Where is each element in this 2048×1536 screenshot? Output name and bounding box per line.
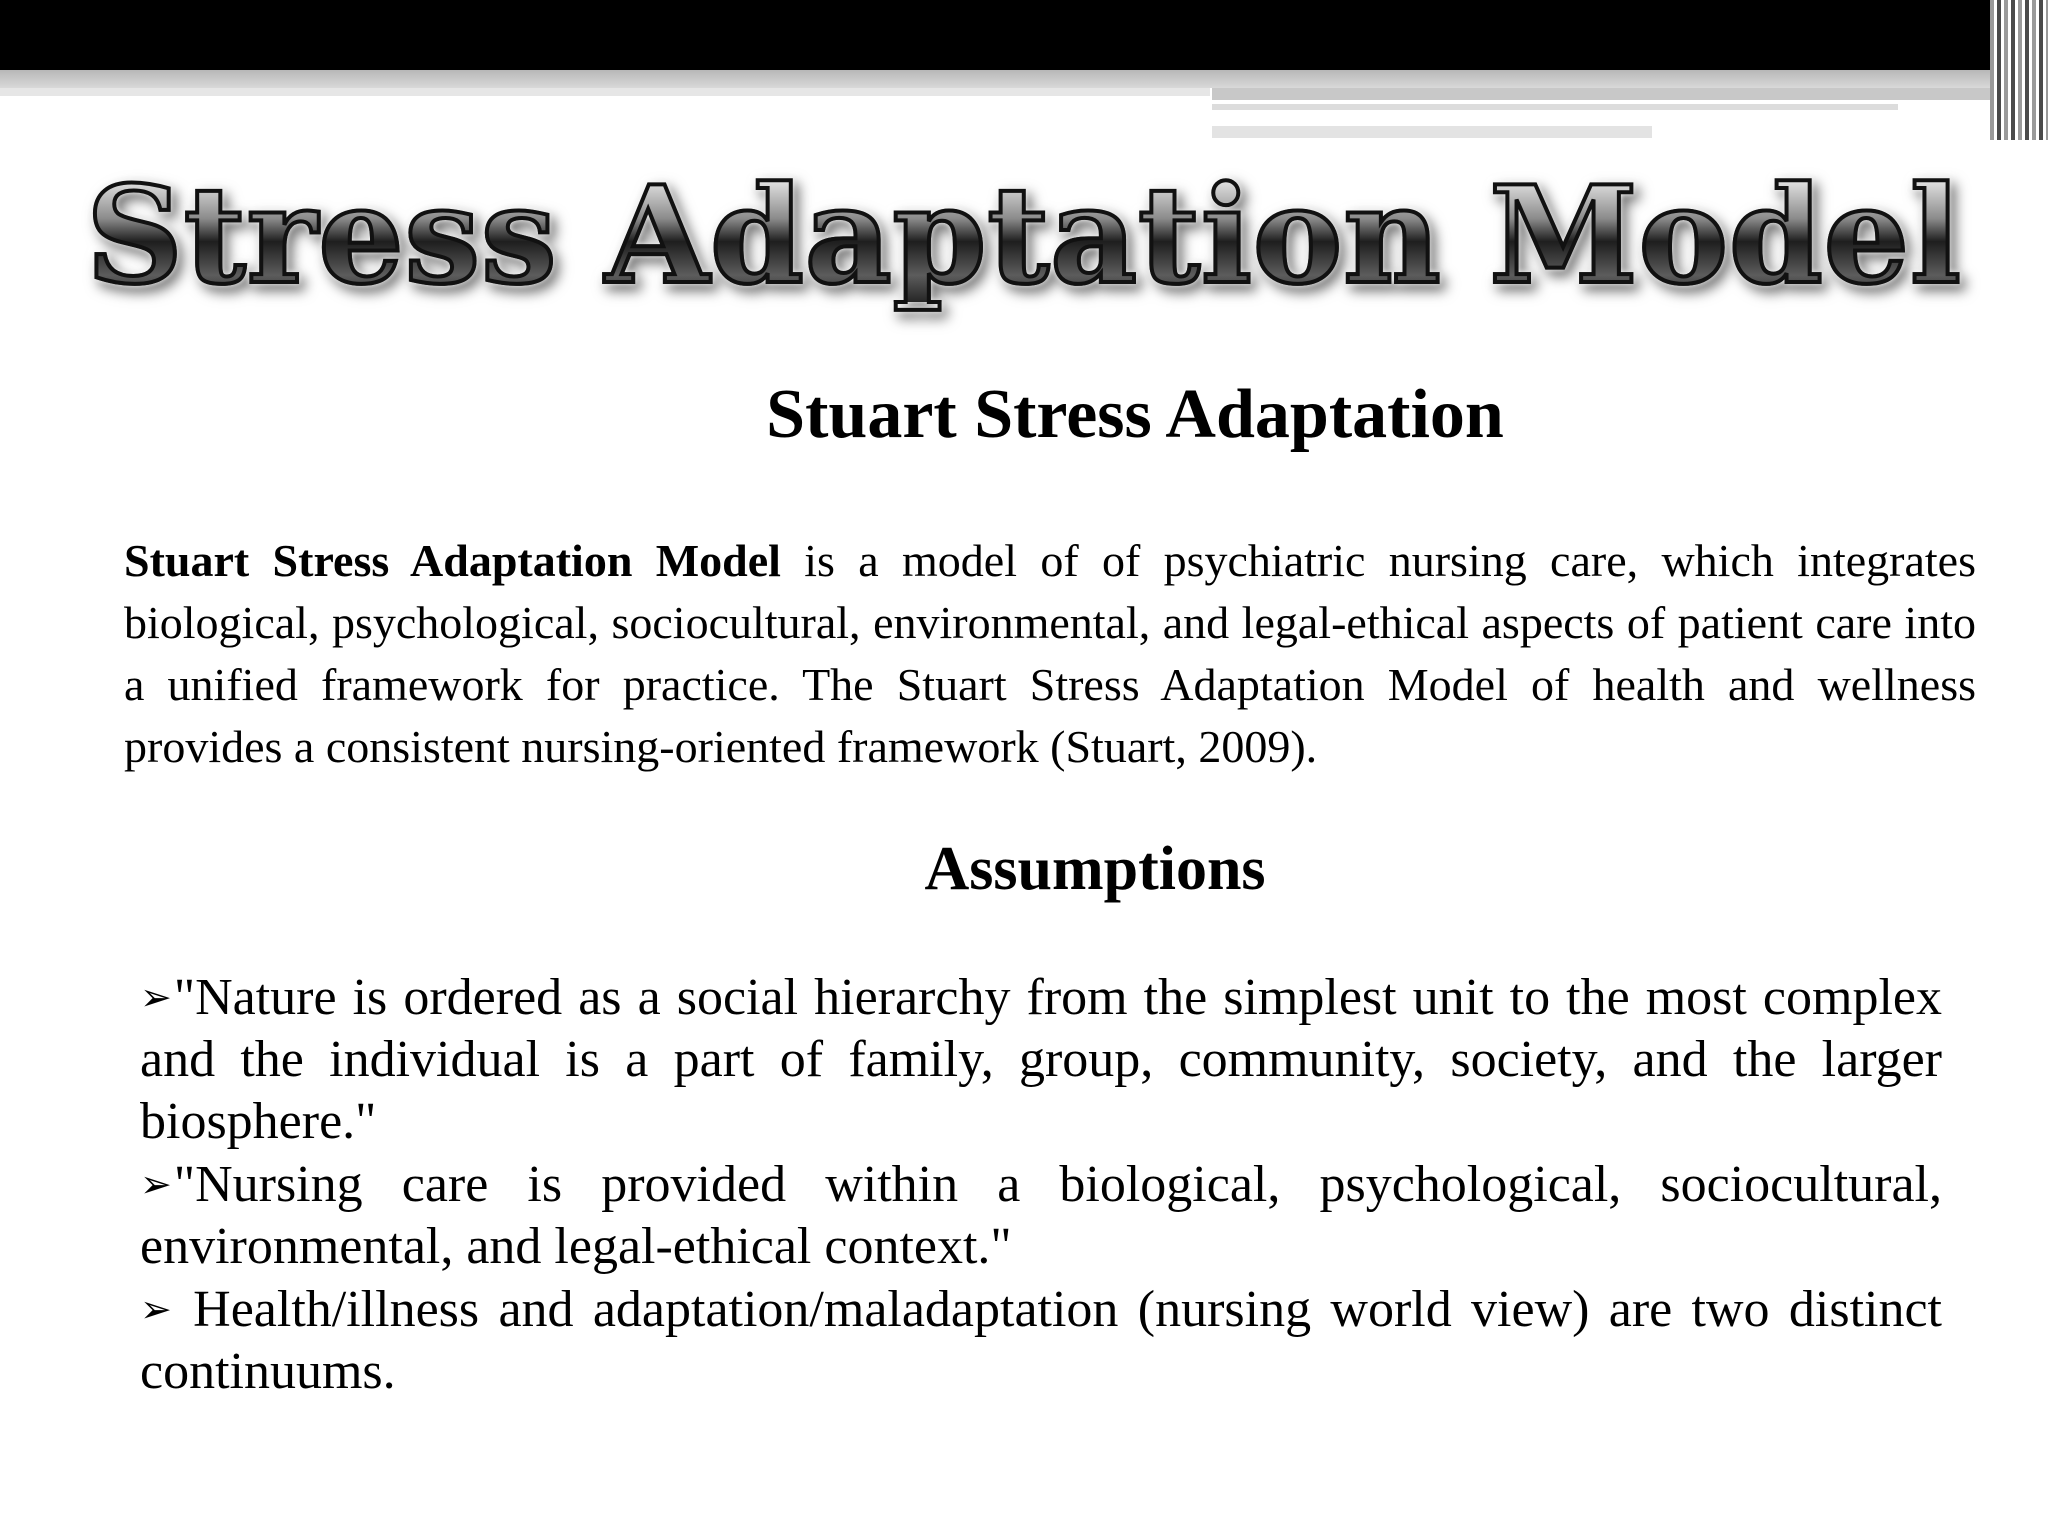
- header-bar-grey-right: [1212, 88, 1990, 100]
- assumption-text: "Nursing care is provided within a biological, psychological, sociocultural, environmental, and legal-ethical context.": [140, 1156, 1942, 1275]
- list-item: [140, 1153, 1942, 1278]
- intro-lead-term: Stuart Stress Adaptation Model: [124, 535, 781, 586]
- list-item: [140, 1278, 1942, 1403]
- slide-subtitle: Stuart Stress Adaptation: [766, 376, 1504, 453]
- assumption-text: Health/illness and adaptation/maladaptation (nursing world view) are two distinct continuums.: [140, 1281, 1942, 1400]
- header-bar-grey-right-thin: [1212, 104, 1898, 110]
- assumption-text: "Nature is ordered as a social hierarchy from the simplest unit to the most complex and the individual is a part of family, group, community, society, and the larger biosphere.": [140, 969, 1942, 1150]
- header-bar-grey-right-short: [1212, 126, 1652, 138]
- slide-title: Stress Adaptation Model: [0, 168, 2048, 302]
- header-bar-grey: [0, 70, 1990, 88]
- intro-text: is a model of of psychiatric nursing care, which integrates biological, psychological, sociocultural, environmental, and legal-ethical aspects of patient care into a unified framework for practice. The Stuart Stress Adaptation Model of health and wellness provides a consistent nursing-oriented framework (Stuart, 2009).: [124, 535, 1976, 772]
- assumptions-list: [140, 966, 1942, 1403]
- arrowhead-bullet-icon: ➢: [140, 1162, 172, 1206]
- arrowhead-bullet-icon: ➢: [140, 1287, 172, 1331]
- assumptions-heading: Assumptions: [924, 835, 1266, 903]
- intro-paragraph: [124, 530, 1976, 778]
- arrowhead-bullet-icon: ➢: [140, 975, 172, 1019]
- header-stripes: [1990, 0, 2048, 140]
- header-bar-grey-thin: [0, 88, 1210, 96]
- header-bar-black: [0, 0, 2048, 70]
- list-item: [140, 966, 1942, 1153]
